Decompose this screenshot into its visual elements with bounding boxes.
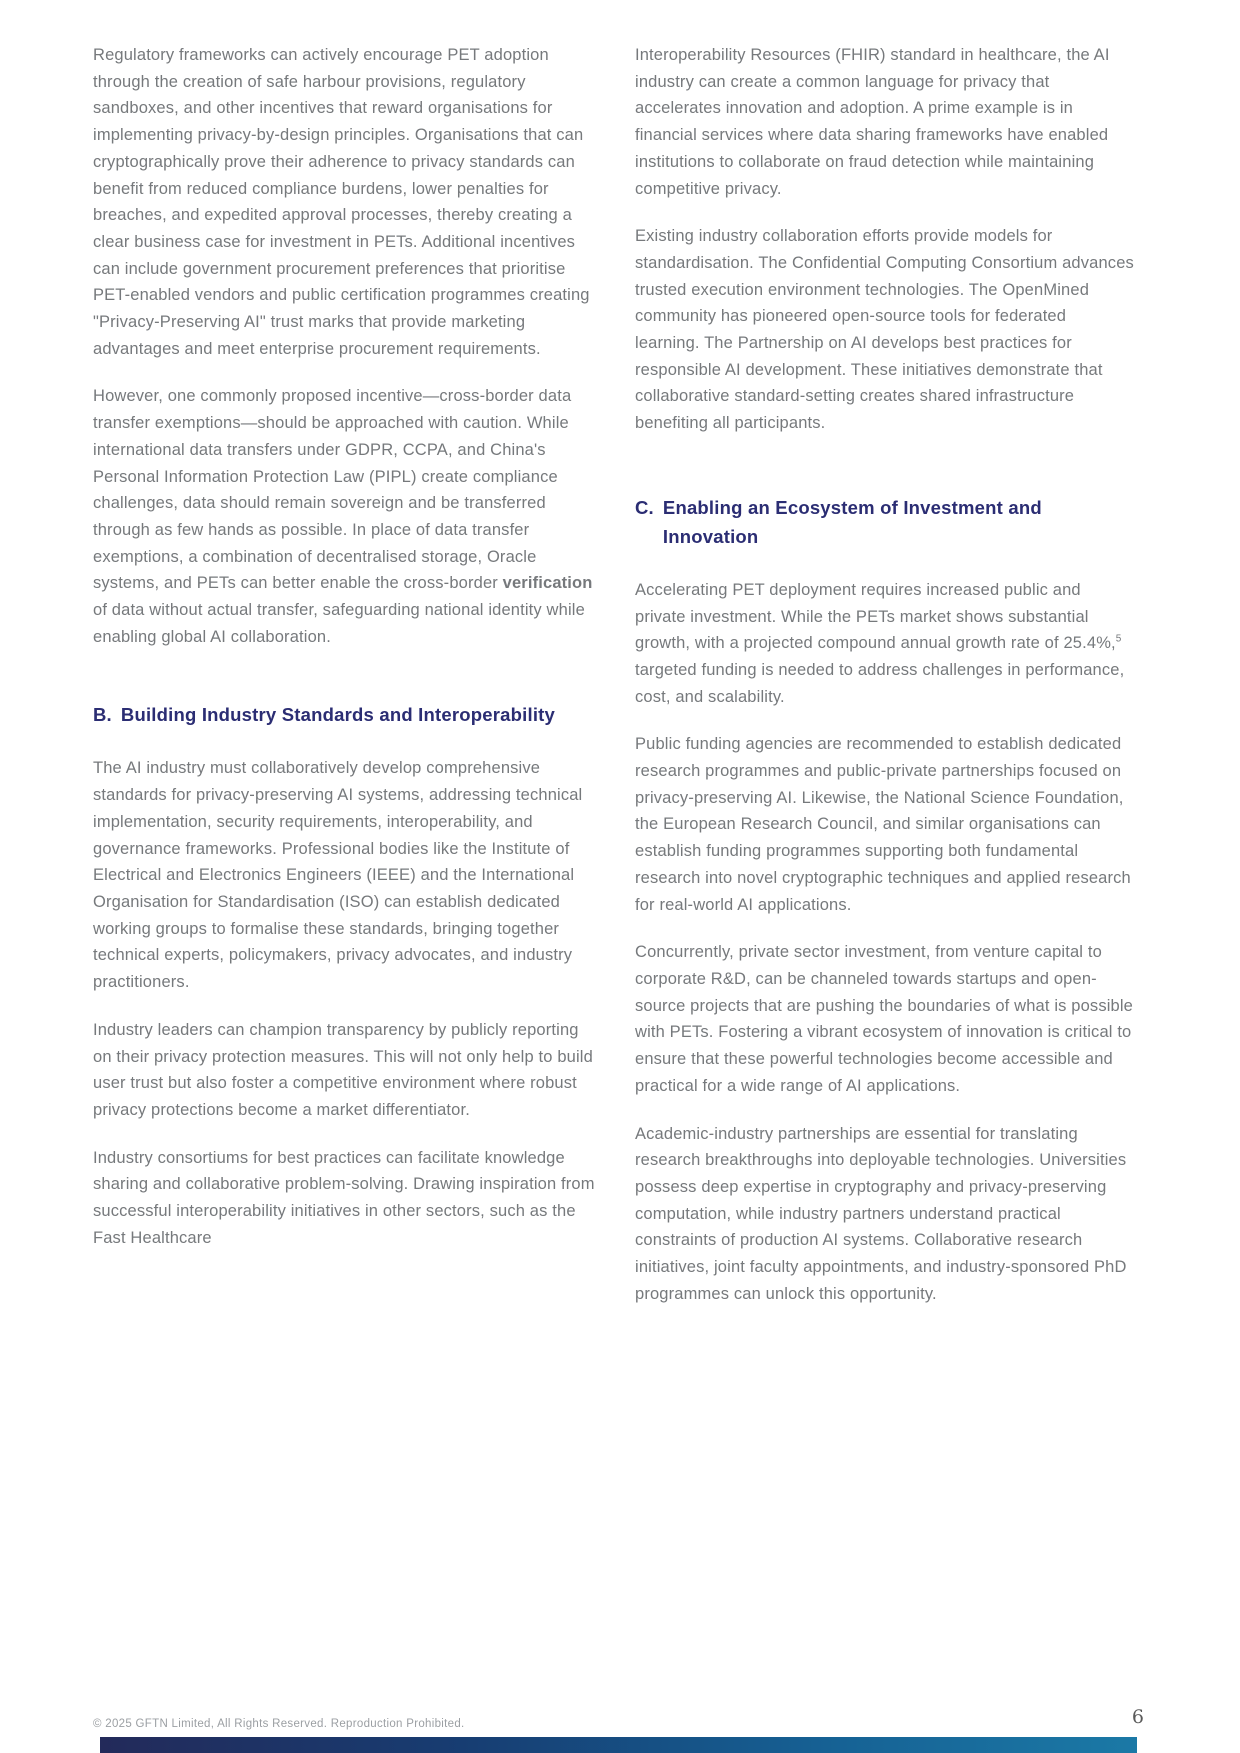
paragraph-text: However, one commonly proposed incentive—cross-border data transfer exemptions—should be approached with caution. While international data transfers under GDPR, CCPA, and China's Personal Information Protection Law (PIPL) create compliance challenges, data should remain sovereign and be transferred through as few hands as possible. In place of data transfer exemptions, a combination of decentralised storage, Oracle systems, and PETs can better enable the cross-border <box>93 387 572 593</box>
footer-gradient-bar <box>100 1737 1137 1753</box>
paragraph-accelerating-pet <box>635 577 1135 711</box>
paragraph-text: targeted funding is needed to address challenges in performance, cost, and scalability. <box>635 660 1125 706</box>
paragraph-text: of data without actual transfer, safeguarding national identity while enabling global AI collaboration. <box>93 601 585 646</box>
paragraph-public-funding: Public funding agencies are recommended to establish dedicated research programmes and public-private partnerships focused on privacy-preserving AI. Likewise, the National Science Foundation, the European Research Council, and similar organisations can establish funding programmes supporting both fundamental research into novel cryptographic techniques and applied research for real-world AI applications. <box>635 735 1131 914</box>
left-column <box>93 42 598 1328</box>
section-title: Enabling an Ecosystem of Investment and Innovation <box>662 496 1042 547</box>
paragraph-regulatory-frameworks: Regulatory frameworks can actively encourage PET adoption through the creation of safe harbour provisions, regulatory sandboxes, and other incentives that reward organisations for implementing privacy-by-design principles. Organisations that can cryptographically prove their adherence to privacy standards can benefit from reduced compliance burdens, lower penalties for breaches, and expedited approval processes, thereby creating a clear business case for investment in PETs. Additional incentives can include government procurement preferences that prioritise PET-enabled vendors and public certification programmes creating "Privacy-Preserving AI" trust marks that provide marketing advantages and meet enterprise procurement requirements. <box>93 46 590 358</box>
copyright-text: © 2025 GFTN Limited, All Rights Reserved. Reproduction Prohibited. <box>93 1718 465 1730</box>
right-column <box>635 42 1135 1328</box>
paragraph-text: Accelerating PET deployment requires increased public and private investment. While the PETs market shows substantial growth, with a projected compound annual growth rate of 25.4%, <box>635 580 1116 653</box>
paragraph-private-sector: Concurrently, private sector investment, from venture capital to corporate R&D, can be channeled towards startups and open-source projects that are pushing the boundaries of what is possible with PETs. Fostering a vibrant ecosystem of innovation is critical to ensure that these powerful technologies become accessible and practical for a wide range of AI applications. <box>635 943 1134 1095</box>
paragraph-existing-collaboration: Existing industry collaboration efforts provide models for standardisation. The Confidential Computing Consortium advances trusted execution environment technologies. The OpenMined community has pioneered open-source tools for federated learning. The Partnership on AI develops best practices for responsible AI development. These initiatives demonstrate that collaborative standard-setting creates shared infrastructure benefiting all participants. <box>635 227 1134 433</box>
footnote-reference: 5 <box>1115 633 1122 645</box>
paragraph-data-transfer-caution <box>93 383 598 650</box>
paragraph-academic-partnerships: Academic-industry partnerships are essential for translating research breakthroughs into deployable technologies. Universities possess deep expertise in cryptography and privacy-preserving computation, while industry partners understand practical constraints of production AI systems. Collaborative research initiatives, joint faculty appointments, and industry-sponsored PhD programmes can unlock this opportunity. <box>635 1124 1127 1303</box>
section-letter: C. <box>635 496 654 518</box>
paragraph-ai-industry-standards: The AI industry must collaboratively develop comprehensive standards for privacy-preserving AI systems, addressing technical implementation, security requirements, interoperability, and governance frameworks. Professional bodies like the Institute of Electrical and Electronics Engineers (IEEE) and the International Organisation for Standardisation (ISO) can establish dedicated working groups to formalise these standards, bringing together technical experts, policymakers, privacy advocates, and industry practitioners. <box>93 759 583 992</box>
two-column-layout <box>93 42 1135 1328</box>
paragraph-industry-leaders: Industry leaders can champion transparency by publicly reporting on their privacy protection measures. This will not only help to build user trust but also foster a competitive environment where robust privacy protections become a market differentiator. <box>93 1020 593 1119</box>
section-heading-c <box>635 493 1135 551</box>
page-number: 6 <box>1131 1706 1144 1728</box>
paragraph-fhir-standard: Interoperability Resources (FHIR) standard in healthcare, the AI industry can create a common language for privacy that accelerates innovation and adoption. A prime example is in financial services where data sharing frameworks have enabled institutions to collaborate on fraud detection while maintaining competitive privacy. <box>635 46 1110 198</box>
bold-verification: verification <box>502 574 593 593</box>
section-letter: B. <box>93 704 112 726</box>
paragraph-industry-consortiums: Industry consortiums for best practices can facilitate knowledge sharing and collaborative problem-solving. Drawing inspiration from successful interoperability initiatives in other sectors, such as the Fast Healthcare <box>93 1148 595 1247</box>
section-heading-b <box>93 700 598 729</box>
section-title: Building Industry Standards and Interoperability <box>120 704 556 726</box>
